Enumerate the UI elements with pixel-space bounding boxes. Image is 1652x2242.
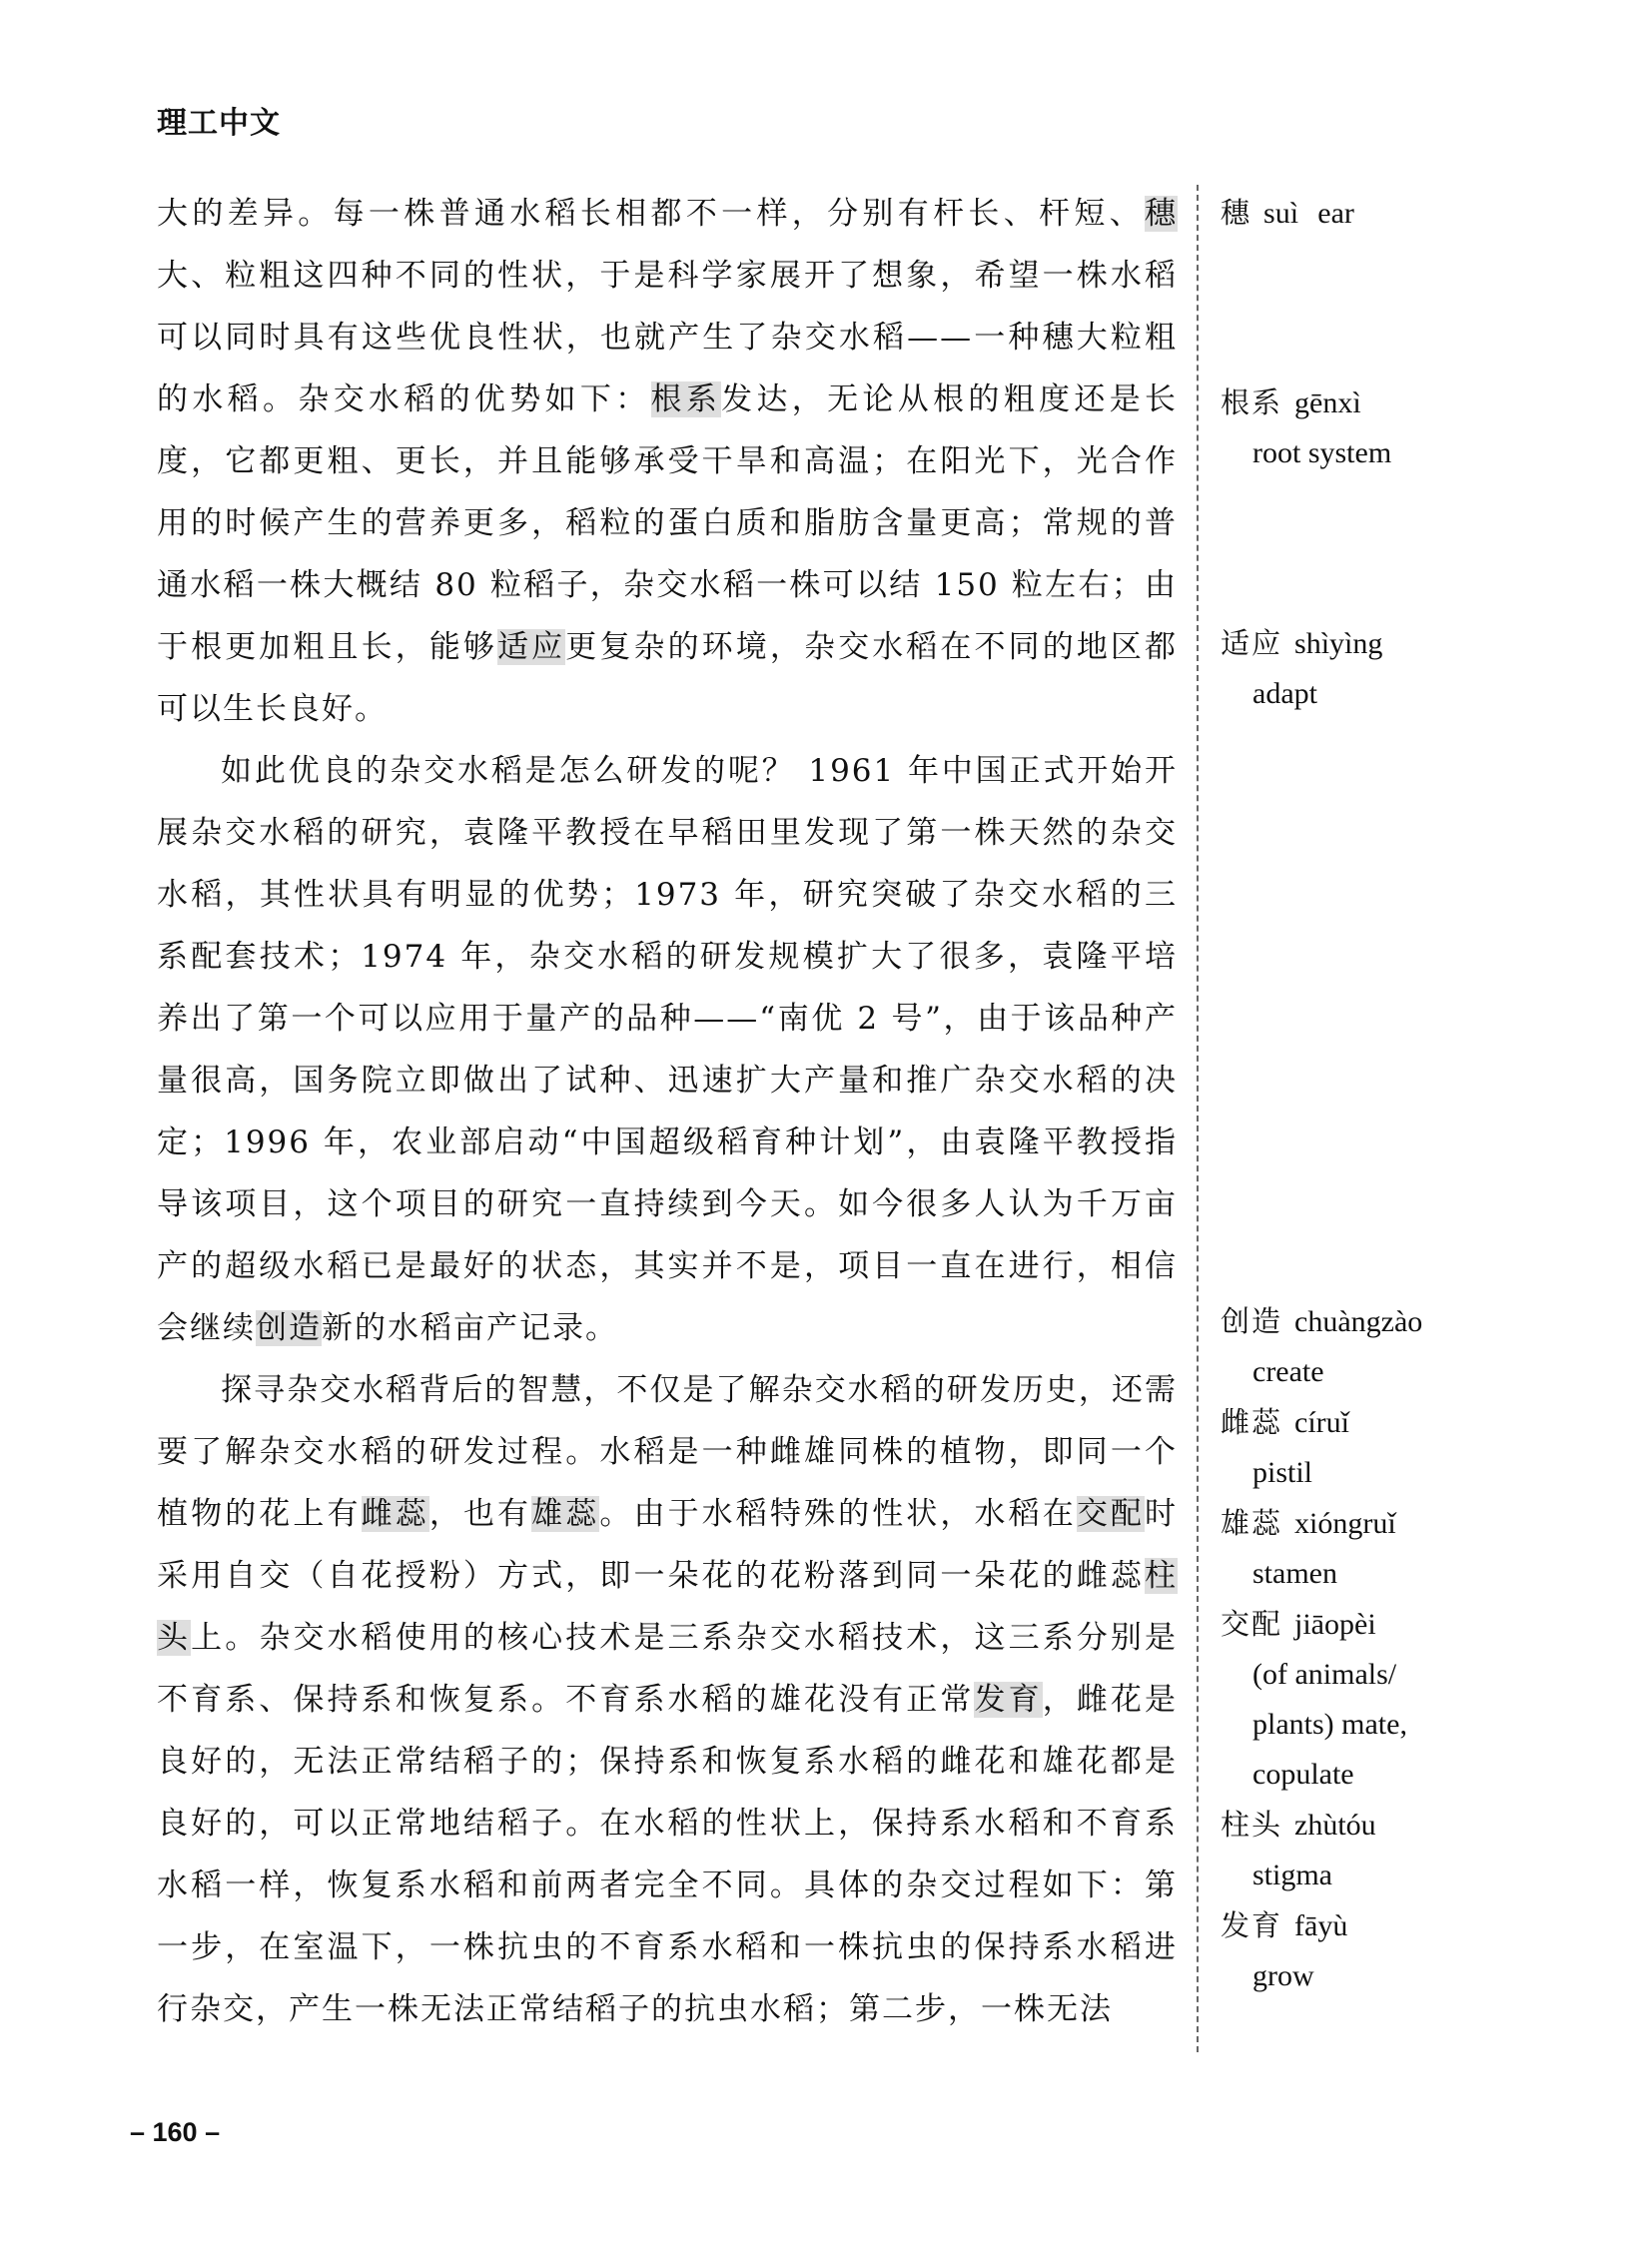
gloss-word: 交配 <box>1221 1607 1283 1641</box>
highlighted-term: 雄蕊 <box>531 1496 600 1532</box>
gloss-word: 根系 <box>1221 385 1283 419</box>
gloss-pinyin: xióngruǐ <box>1294 1507 1396 1540</box>
paragraph-3 <box>157 1359 1178 2040</box>
gloss-english: root system <box>1252 436 1392 469</box>
margin-divider <box>1197 185 1199 2052</box>
gloss-pinyin: gēnxì <box>1294 386 1361 419</box>
highlighted-term: 柱头 <box>157 1558 1178 1656</box>
paragraph-2 <box>157 740 1178 1359</box>
gloss-word: 穗 <box>1221 196 1252 230</box>
text-run: 上。杂交水稻使用的核心技术是三系杂交水稻技术，这三系分别是不育系、保持系和恢复系。不育系水稻的雄花没有正常 <box>157 1620 1179 1718</box>
gloss-pinyin: shìyìng <box>1294 627 1383 660</box>
gloss-entry <box>1221 1397 1450 1498</box>
gloss-entry <box>1221 1498 1450 1599</box>
gloss-entry <box>1221 1599 1450 1800</box>
gloss-entry <box>1221 1800 1450 1900</box>
gloss-english: adapt <box>1252 677 1317 710</box>
highlighted-term: 创造 <box>256 1310 322 1346</box>
gloss-english: ear <box>1317 197 1354 230</box>
main-text <box>157 183 1178 2040</box>
text-run: ，也有 <box>428 1496 532 1532</box>
gloss-english: grow <box>1252 1959 1314 1992</box>
gloss-english: stamen <box>1252 1557 1337 1590</box>
gloss-word: 雄蕊 <box>1221 1506 1283 1540</box>
gloss-pinyin: suì <box>1263 197 1299 230</box>
highlighted-term: 交配 <box>1076 1496 1146 1532</box>
gloss-english: pistil <box>1252 1456 1313 1489</box>
text-run: 如此优良的杂交水稻是怎么研发的呢？ 1961 年中国正式开始开展杂交水稻的研究，袁隆平教授在早稻田里发现了第一株天然的杂交水稻，其性状具有明显的优势；1973 年，研究突破了杂交水稻的三系配套技术；1974 年，杂交水稻的研发规模扩大了很多，袁隆平培养出了第一个可以应用于量产的品种——“南优 2 号”，由于该品种产量很高，国务院立即做出了试种、迅速扩大产量和推广杂交水稻的决定；1996 年，农业部启动“中国超级稻育种计划”，由袁隆平教授指导该项目，这个项目的研究一直持续到今天。如今很多人认为千万亩产的超级水稻已是最好的状态，其实并不是，项目一直在进行，相信会继续 <box>157 753 1178 1346</box>
gloss-pinyin: fāyù <box>1294 1909 1348 1942</box>
running-header: 理工中文 <box>157 106 281 141</box>
gloss-pinyin: zhùtóu <box>1294 1809 1376 1842</box>
highlighted-term: 发育 <box>974 1682 1043 1718</box>
gloss-word: 创造 <box>1221 1304 1283 1338</box>
text-run: 新的水稻亩产记录。 <box>322 1310 618 1346</box>
gloss-entry <box>1221 188 1450 239</box>
text-run: 更复杂的环境，杂交水稻在不同的地区都可以生长良好。 <box>157 629 1179 727</box>
gloss-english: (of animals/ plants) mate, copulate <box>1252 1658 1407 1791</box>
text-run: 大、粒粗这四种不同的性状，于是科学家展开了想象，希望一株水稻可以同时具有这些优良性状，也就产生了杂交水稻——一种穗大粒粗的水稻。杂交水稻的优势如下： <box>157 258 1178 417</box>
highlighted-term: 雌蕊 <box>361 1496 429 1532</box>
gloss-pinyin: chuàngzào <box>1294 1305 1423 1338</box>
page-number: – 160 – <box>130 2117 221 2147</box>
highlighted-term: 穗 <box>1145 196 1178 232</box>
gloss-word: 发育 <box>1221 1908 1283 1942</box>
gloss-entry <box>1221 377 1450 478</box>
text-run: ，雌花是良好的，无法正常结稻子的；保持系和恢复系水稻的雌花和雄花都是良好的，可以正常地结稻子。在水稻的性状上，保持系水稻和不育系水稻一样，恢复系水稻和前两者完全不同。具体的杂交过程如下：第一步，在室温下，一株抗虫的不育系水稻和一株抗虫的保持系水稻进行杂交，产生一株无法正常结稻子的抗虫水稻；第二步，一株无法 <box>157 1682 1179 2027</box>
paragraph-1 <box>157 183 1178 740</box>
gloss-english: stigma <box>1252 1859 1332 1891</box>
gloss-entry <box>1221 618 1450 719</box>
gloss-english: create <box>1252 1355 1324 1388</box>
text-run: 大的差异。每一株普通水稻长相都不一样，分别有杆长、杆短、 <box>157 196 1145 232</box>
gloss-word: 柱头 <box>1221 1808 1283 1842</box>
gloss-entry <box>1221 1296 1450 1397</box>
gloss-entry <box>1221 1900 1450 2001</box>
text-run: 时采用自交（自花授粉）方式，即一朵花的花粉落到同一朵花的雌蕊 <box>157 1496 1179 1594</box>
highlighted-term: 适应 <box>497 629 566 665</box>
gloss-word: 雌蕊 <box>1221 1405 1283 1439</box>
highlighted-term: 根系 <box>650 381 722 417</box>
gloss-word: 适应 <box>1221 626 1283 660</box>
text-run: 发达，无论从根的粗度还是长度，它都更粗、更长，并且能够承受干旱和高温；在阳光下，光合作用的时候产生的营养更多，稻粒的蛋白质和脂肪含量更高；常规的普通水稻一株大概结 80 粒稻子，杂交水稻一株可以结 150 粒左右；由于根更加粗且长，能够 <box>157 381 1179 665</box>
gloss-list-lower <box>1221 1296 1450 2001</box>
gloss-pinyin: círuǐ <box>1294 1406 1349 1439</box>
text-run: 探寻杂交水稻背后的智慧，不仅是了解杂交水稻的研发历史，还需要了解杂交水稻的研发过程。水稻是一种雌雄同株的植物，即同一个植物的花上有 <box>157 1372 1178 1532</box>
gloss-pinyin: jiāopèi <box>1294 1608 1376 1641</box>
text-run: 。由于水稻特殊的性状，水稻在 <box>599 1496 1077 1532</box>
